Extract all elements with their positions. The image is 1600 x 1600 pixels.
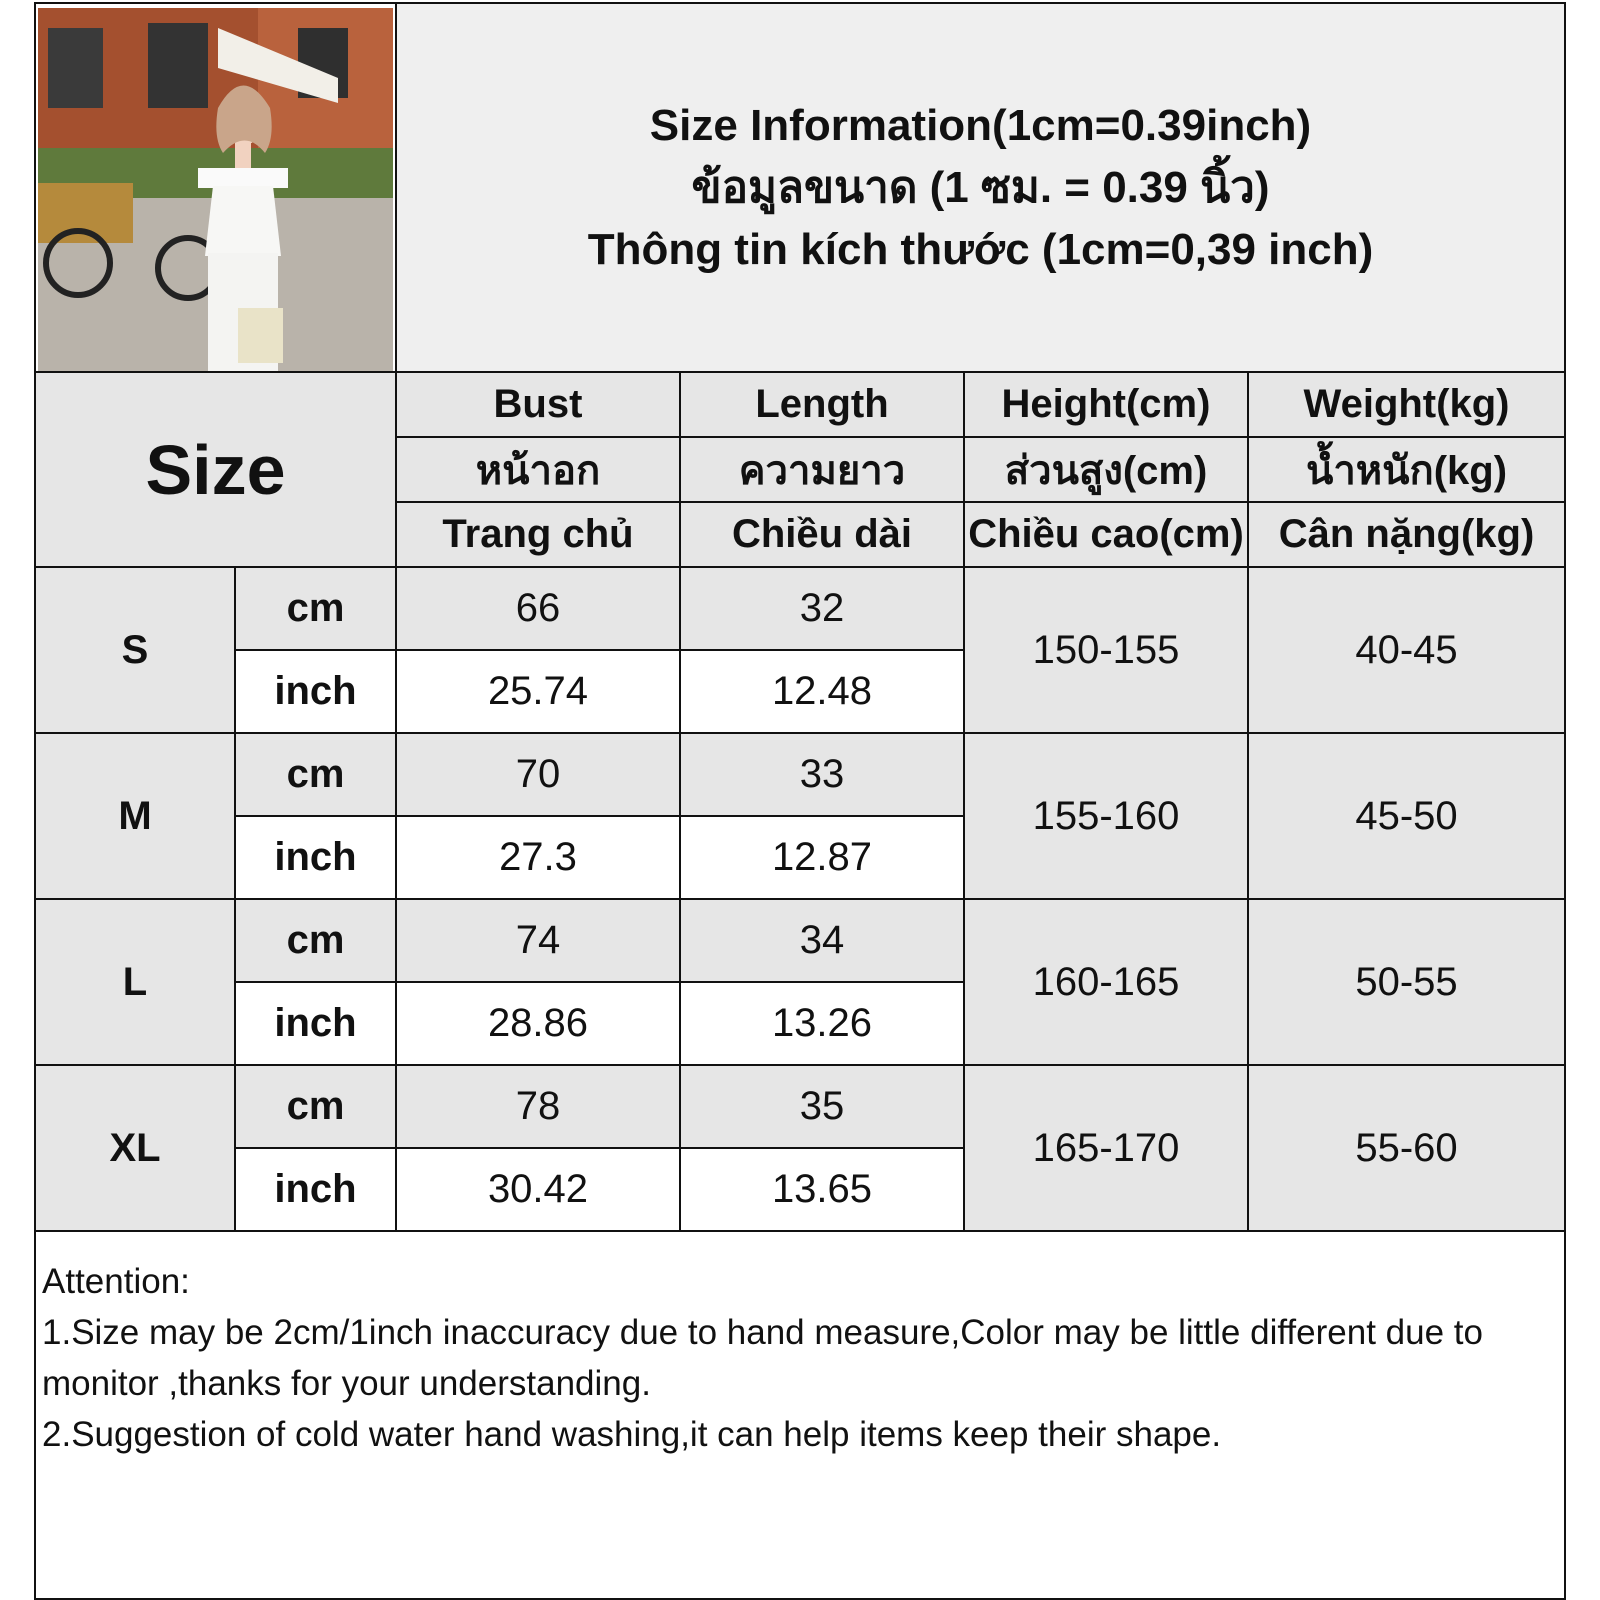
col-length-en: Length — [681, 373, 965, 438]
col-length-vi: Chiều dài — [681, 503, 965, 568]
title-thai: ข้อมูลขนาด (1 ซม. = 0.39 นิ้ว) — [691, 162, 1270, 212]
height-range: 150-155 — [965, 568, 1249, 734]
size-label: S — [36, 568, 236, 734]
length-cm: 33 — [681, 734, 965, 817]
weight-range: 50-55 — [1249, 900, 1566, 1066]
bust-inch: 27.3 — [397, 817, 681, 900]
length-cm: 34 — [681, 900, 965, 983]
photo-cell — [36, 4, 397, 373]
col-length-th: ความยาว — [681, 438, 965, 503]
bust-cm: 78 — [397, 1066, 681, 1149]
attention-notes — [42, 1256, 1542, 1460]
size-label: L — [36, 900, 236, 1066]
bust-inch: 28.86 — [397, 983, 681, 1066]
unit-inch: inch — [236, 1149, 397, 1232]
title-english: Size Information(1cm=0.39inch) — [649, 100, 1312, 150]
size-chart — [34, 2, 1566, 1600]
height-range: 165-170 — [965, 1066, 1249, 1232]
col-weight-th: น้ำหนัก(kg) — [1249, 438, 1566, 503]
notes-line-1: 1.Size may be 2cm/1inch inaccuracy due to hand measure,Color may be little different due to monitor ,thanks for your understanding. — [42, 1313, 1483, 1403]
length-cm: 35 — [681, 1066, 965, 1149]
bust-cm: 70 — [397, 734, 681, 817]
size-header: Size — [36, 373, 397, 568]
col-bust-en: Bust — [397, 373, 681, 438]
unit-inch: inch — [236, 983, 397, 1066]
bust-inch: 30.42 — [397, 1149, 681, 1232]
size-label: M — [36, 734, 236, 900]
unit-cm: cm — [236, 734, 397, 817]
length-inch: 12.87 — [681, 817, 965, 900]
weight-range: 45-50 — [1249, 734, 1566, 900]
weight-range: 55-60 — [1249, 1066, 1566, 1232]
title-vietnamese: Thông tin kích thước (1cm=0,39 inch) — [587, 224, 1374, 274]
title-box — [397, 4, 1566, 373]
length-inch: 13.65 — [681, 1149, 965, 1232]
unit-cm: cm — [236, 568, 397, 651]
col-height-en: Height(cm) — [965, 373, 1249, 438]
col-weight-vi: Cân nặng(kg) — [1249, 503, 1566, 568]
unit-cm: cm — [236, 900, 397, 983]
col-height-th: ส่วนสูง(cm) — [965, 438, 1249, 503]
col-bust-vi: Trang chủ — [397, 503, 681, 568]
length-inch: 12.48 — [681, 651, 965, 734]
bust-cm: 66 — [397, 568, 681, 651]
col-weight-en: Weight(kg) — [1249, 373, 1566, 438]
height-range: 160-165 — [965, 900, 1249, 1066]
bust-cm: 74 — [397, 900, 681, 983]
notes-line-2: 2.Suggestion of cold water hand washing,it can help items keep their shape. — [42, 1415, 1222, 1454]
height-range: 155-160 — [965, 734, 1249, 900]
size-label: XL — [36, 1066, 236, 1232]
length-inch: 13.26 — [681, 983, 965, 1066]
weight-range: 40-45 — [1249, 568, 1566, 734]
unit-inch: inch — [236, 651, 397, 734]
col-height-vi: Chiều cao(cm) — [965, 503, 1249, 568]
length-cm: 32 — [681, 568, 965, 651]
notes-heading: Attention: — [42, 1262, 190, 1301]
col-bust-th: หน้าอก — [397, 438, 681, 503]
bust-inch: 25.74 — [397, 651, 681, 734]
unit-cm: cm — [236, 1066, 397, 1149]
unit-inch: inch — [236, 817, 397, 900]
